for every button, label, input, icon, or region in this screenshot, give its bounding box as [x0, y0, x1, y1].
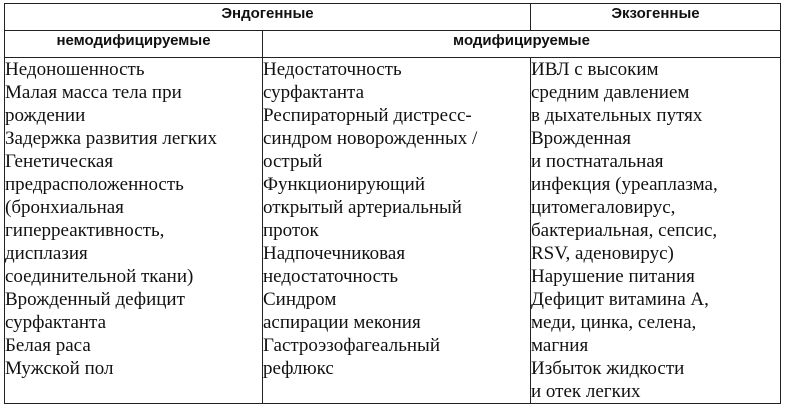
factor-line: предрасположенность [5, 174, 184, 195]
factor-line: (бронхиальная [5, 197, 124, 218]
factor-line: Надпочечниковая [263, 243, 406, 264]
factor-line: бактериальная, сепсис, [531, 220, 718, 241]
column-exogenous-factors [531, 58, 781, 404]
factor-line: Нарушение питания [531, 266, 695, 287]
factor-line: рождении [5, 105, 86, 126]
risk-factors-table-wrapper [4, 3, 780, 403]
factor-line: Генетическая [5, 151, 114, 172]
factor-line: Задержка развития легких [5, 128, 217, 149]
factor-line: рефлюкс [263, 358, 334, 379]
factor-line: открытый артериальный [263, 197, 462, 218]
factor-line: ИВЛ с высоким [531, 59, 659, 80]
factor-line: Респираторный дистресс- [263, 105, 472, 126]
factor-line: и постнатальная [531, 151, 664, 172]
factor-line: Функционирующий [263, 174, 425, 195]
factor-line: дисплазия [5, 243, 88, 264]
body-row [5, 58, 781, 404]
header-exogenous: Экзогенные [531, 4, 781, 31]
factor-line: сурфактанта [263, 82, 365, 103]
factor-line: меди, цинка, селена, [531, 312, 697, 333]
factor-line: RSV, аденовирус) [531, 243, 674, 264]
factor-line: Малая масса тела при [5, 82, 182, 103]
factor-line: соединительной ткани) [5, 266, 194, 287]
column-modifiable-endogenous-factors [263, 58, 531, 404]
factor-line: Гастроэзофагеальный [263, 335, 440, 356]
factor-line: Недоношенность [5, 59, 145, 80]
factor-line: цитомегаловирус, [531, 197, 676, 218]
factor-line: Недостаточность [263, 59, 402, 80]
factor-line: Мужской пол [5, 358, 114, 379]
factor-line: Дефицит витамина А, [531, 289, 709, 310]
factor-line: в дыхательных путях [531, 105, 703, 126]
factor-line: сурфактанта [5, 312, 107, 333]
factor-line: Избыток жидкости [531, 358, 685, 379]
risk-factors-table [4, 3, 781, 404]
column-non-modifiable-factors [5, 58, 263, 404]
factor-line: острый [263, 151, 323, 172]
factor-line: инфекция (уреаплазма, [531, 174, 718, 195]
factor-line: проток [263, 220, 319, 241]
factor-line: магния [531, 335, 589, 356]
factor-line: синдром новорожденных / [263, 128, 478, 149]
factor-line: гиперреактивность, [5, 220, 165, 241]
header-row-sub [5, 31, 781, 58]
header-modifiable: модифицируемые [263, 31, 781, 58]
factor-line: недостаточность [263, 266, 399, 287]
factor-line: Врожденный дефицит [5, 289, 185, 310]
factor-line: Врожденная [531, 128, 631, 149]
factor-line: Синдром [263, 289, 337, 310]
factor-line: аспирации мекония [263, 312, 421, 333]
factor-line: средним давлением [531, 82, 690, 103]
header-non-modifiable: немодифицируемые [5, 31, 263, 58]
header-endogenous: Эндогенные [5, 4, 531, 31]
factor-line: Белая раса [5, 335, 91, 356]
header-row-top [5, 4, 781, 31]
factor-line: и отек легких [531, 381, 641, 402]
